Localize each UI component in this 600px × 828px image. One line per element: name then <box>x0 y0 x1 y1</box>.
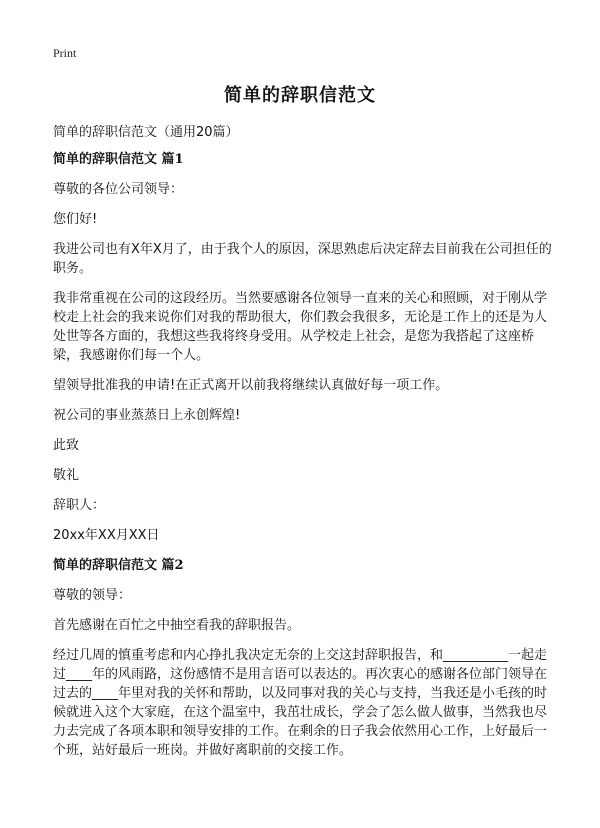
body-paragraph: 我非常重视在公司的这段经历。当然要感谢各位领导一直来的关心和照顾，对于刚从学校走上社会的我来说你们对我的帮助很大，你们教会我很多，无论是工作上的还是为人处世等各方面的，我想这些我将终身受用。从学校走上社会，是您为我搭起了这座桥梁，我感谢你们每一个人。 <box>53 291 548 363</box>
body-paragraph: 尊敬的各位公司领导： <box>53 182 184 197</box>
document-body <box>53 150 553 771</box>
body-paragraph: 此致 <box>53 438 80 453</box>
document-subtitle: 简单的辞职信范文（通用20篇） <box>53 125 239 140</box>
body-paragraph: 我进公司也有X年X月了，由于我个人的原因，深思熟虑后决定辞去目前我在公司担任的职务。 <box>53 242 552 276</box>
page-title: 简单的辞职信范文 <box>224 85 376 106</box>
body-paragraph: 辞职人： <box>53 498 106 513</box>
body-paragraph: 尊敬的领导： <box>53 588 132 603</box>
body-paragraph: 祝公司的事业蒸蒸日上永创辉煌! <box>53 408 241 423</box>
section-heading: 简单的辞职信范文 篇1 <box>53 152 184 167</box>
body-paragraph: 首先感谢在百忙之中抽空看我的辞职报告。 <box>53 618 301 633</box>
body-paragraph: 20xx年XX月XX日 <box>53 528 160 543</box>
body-paragraph: 您们好! <box>53 212 98 227</box>
section-heading: 简单的辞职信范文 篇2 <box>53 558 184 573</box>
body-paragraph: 经过几周的慎重考虑和内心挣扎我决定无奈的上交这封辞职报告，和__________一起走过____年的风雨路，这份感情不是用言语可以表达的。再次衷心的感谢各位部门领导在过去的____年里对我的关怀和帮助，以及同事对我的关心与支持，当我还是小毛孩的时候就进入这个大家庭，在这个温室中，我茁壮成长，学会了怎么做人做事，当然我也尽力去完成了各项本职和领导安排的工作。在剩余的日子我会依然用心工作，上好最后一个班，站好最后一班岗。并做好离职前的交接工作。 <box>53 648 548 758</box>
print-label: Print <box>53 46 77 60</box>
body-paragraph: 敬礼 <box>53 468 80 483</box>
body-paragraph: 望领导批准我的申请!在正式离开以前我将继续认真做好每一项工作。 <box>53 378 449 393</box>
